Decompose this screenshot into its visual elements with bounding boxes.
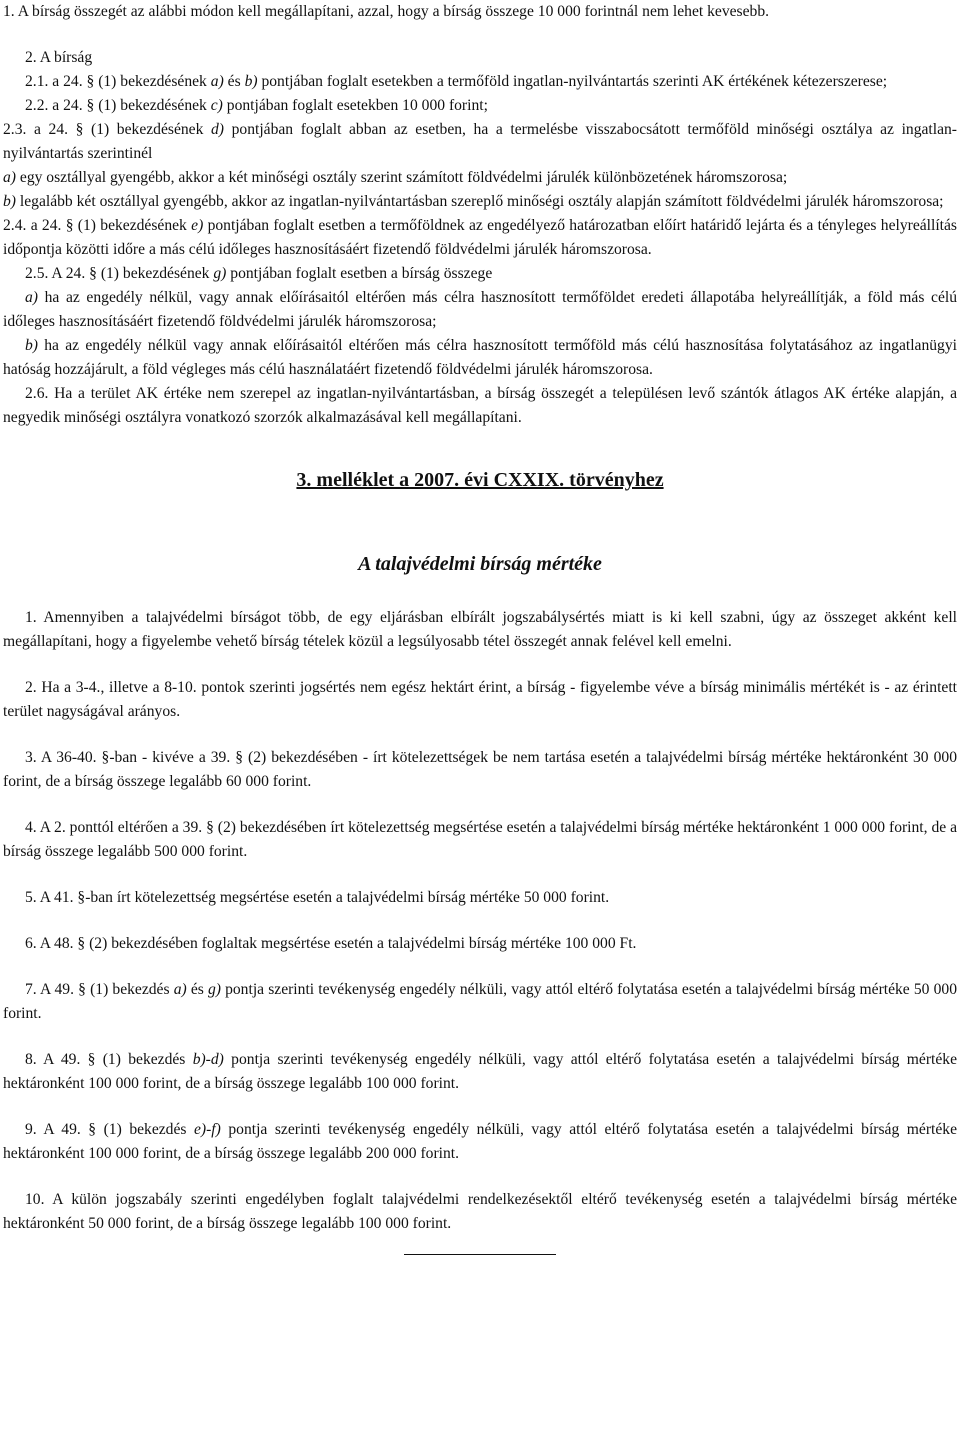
paragraph-2-4	[3, 214, 957, 262]
paragraph-2-3-b	[3, 190, 957, 214]
item-letter: b)	[25, 337, 38, 354]
rate-item-9	[3, 1118, 957, 1166]
text-run: egy osztállyal gyengébb, akkor a két minőségi osztály szerint számított földvédelmi járulék különbözetének háromszorosa;	[16, 169, 788, 186]
text-run: 5. A 41. §-ban írt kötelezettség megsértése esetén a talajvédelmi bírság mértéke 50 000 forint.	[25, 889, 610, 906]
text-run: pontjában foglalt esetben a termőföldnek az engedélyező határozatban előírt határidő lejárta és a tényleges helyreállítás időpontja közötti időre a más célú időleges hasznosításáért fizetendő földvédelmi járulék háromszorosa.	[3, 217, 957, 258]
text-run: 3. A 36-40. §-ban - kivéve a 39. § (2) bekezdésében - írt kötelezettségek be nem tartása esetén a talajvédelmi bírság mértéke hektáronként 30 000 forint, de a bírság összege legalább 60 000 forint.	[3, 749, 957, 790]
rate-item-6	[3, 932, 957, 956]
text-run: 10. A külön jogszabály szerinti engedélyben foglalt talajvédelmi rendelkezésektől eltérő tevékenység esetén a talajvédelmi bírság mértéke hektáronként 50 000 forint, de a bírság összege legalább 100 000 forint.	[3, 1191, 957, 1232]
item-letter: b)-d)	[192, 1051, 224, 1068]
text-run: 8. A 49. § (1) bekezdés	[25, 1051, 193, 1068]
rate-item-7	[3, 978, 957, 1026]
item-letter: b)	[244, 73, 258, 90]
rate-item-3	[3, 746, 957, 794]
text-run: 9. A 49. § (1) bekezdés	[25, 1121, 194, 1138]
text-run: legalább két osztállyal gyengébb, akkor az ingatlan-nyilvántartásban szereplő minőségi osztály alapján számított földvédelmi járulék háromszorosa;	[16, 193, 944, 210]
text-run: pontja szerinti tevékenység engedély nélküli, vagy attól eltérő folytatása esetén a talajvédelmi bírság mértéke hektáronként 100 000 forint, de a bírság összege legalább 200 000 forint.	[3, 1121, 957, 1162]
item-letter: g)	[207, 981, 221, 998]
footnote-rule	[404, 1254, 556, 1255]
paragraph-1	[3, 0, 957, 24]
text-run: 2. A bírság	[25, 49, 93, 66]
text-run: 2.2. a 24. § (1) bekezdésének	[25, 97, 211, 114]
rate-item-2	[3, 676, 957, 724]
text-run: 2. Ha a 3-4., illetve a 8-10. pontok szerinti jogsértés nem egész hektárt érint, a bírság - figyelembe véve a bírság minimális mértékét is - az érintett terület nagyságával arányos.	[3, 679, 957, 720]
text-run: pontjában foglalt esetben a bírság összege	[226, 265, 493, 282]
item-letter: a)	[3, 169, 16, 186]
item-letter: c)	[210, 97, 223, 114]
text-run: és	[223, 73, 245, 90]
item-letter: a)	[25, 289, 38, 306]
rate-item-10	[3, 1188, 957, 1236]
text-run: 2.1. a 24. § (1) bekezdésének	[25, 73, 211, 90]
item-letter: e)	[191, 217, 204, 234]
text-run: 2.5. A 24. § (1) bekezdésének	[25, 265, 214, 282]
paragraph-2-3-a	[3, 166, 957, 190]
text-run: 1. Amennyiben a talajvédelmi bírságot több, de egy eljárásban elbírált jogszabálysértés miatt is ki kell szabni, úgy az összeget akként kell megállapítani, hogy a figyelembe vehető bírság tételek közül a legsúlyosabb tétel összegét annak felével kell emelni.	[3, 609, 957, 650]
paragraph-2-5-a	[3, 286, 957, 334]
paragraph-2-5-b	[3, 334, 957, 382]
text-run: 1. A bírság összegét az alábbi módon kell megállapítani, azzal, hogy a bírság összege 10 000 forintnál nem lehet kevesebb.	[3, 3, 770, 20]
paragraph-2-1	[3, 70, 957, 94]
text-run: 2.6. Ha a terület AK értéke nem szerepel az ingatlan-nyilvántartásban, a bírság összegét a településen levő szántók átlagos AK értéke alapján, a negyedik minőségi osztályra vonatkozó szorzók alkalmazásával kell megállapítani.	[3, 385, 957, 426]
paragraph-2-3	[3, 118, 957, 166]
annex-title: 3. melléklet a 2007. évi CXXIX. törvényhez	[296, 469, 664, 491]
item-letter: a)	[173, 981, 187, 998]
rate-item-1	[3, 606, 957, 654]
annex-subtitle: A talajvédelmi bírság mértéke	[358, 553, 602, 575]
paragraph-2-2	[3, 94, 957, 118]
text-run: és	[186, 981, 208, 998]
rate-item-4	[3, 816, 957, 864]
item-letter: g)	[213, 265, 227, 282]
text-run: ha az engedély nélkül vagy annak előírásaitól eltérően más célra hasznosított termőföld más célú hasznosítása folytatásához az ingatlanügyi hatóság hozzájárult, a föld végleges más célú használatáért fizetendő földvédelmi járulék háromszorosa.	[3, 337, 957, 378]
item-letter: b)	[3, 193, 16, 210]
text-run: pontjában foglalt esetekben a termőföld ingatlan-nyilvántartás szerinti AK értékének kétezerszerese;	[257, 73, 888, 90]
rate-item-5	[3, 886, 957, 910]
item-letter: a)	[210, 73, 224, 90]
paragraph-2-6	[3, 382, 957, 430]
paragraph-2-5	[3, 262, 957, 286]
text-run: pontja szerinti tevékenység engedély nélküli, vagy attól eltérő folytatása esetén a talajvédelmi bírság mértéke hektáronként 100 000 forint, de a bírság összege legalább 100 000 forint.	[3, 1051, 957, 1092]
text-run: 7. A 49. § (1) bekezdés	[25, 981, 174, 998]
text-run: 2.3. a 24. § (1) bekezdésének	[3, 121, 211, 138]
text-run: pontjában foglalt abban az esetben, ha a termelésbe visszabocsátott termőföld minőségi osztálya az ingatlan-nyilvántartás szerintinél	[3, 121, 957, 162]
text-run: ha az engedély nélkül, vagy annak előírásaitól eltérően más célra hasznosított termőföldet eredeti állapotába helyreállítják, a föld más célú időleges hasznosításáért fizetendő földvédelmi járulék háromszorosa;	[3, 289, 957, 330]
text-run: 4. A 2. ponttól eltérően a 39. § (2) bekezdésében írt kötelezettség megsértése esetén a talajvédelmi bírság mértéke hektáronként 1 000 000 forint, de a bírság összege legalább 500 000 forint.	[3, 819, 957, 860]
item-letter: d)	[211, 121, 224, 138]
text-run: 2.4. a 24. § (1) bekezdésének	[3, 217, 192, 234]
paragraph-2	[3, 46, 957, 70]
text-run: pontja szerinti tevékenység engedély nélküli, vagy attól eltérő folytatása esetén a talajvédelmi bírság mértéke 50 000 forint.	[3, 981, 957, 1022]
text-run: 6. A 48. § (2) bekezdésében foglaltak megsértése esetén a talajvédelmi bírság mértéke 100 000 Ft.	[25, 935, 637, 952]
rate-item-8	[3, 1048, 957, 1096]
text-run: pontjában foglalt esetekben 10 000 forint;	[222, 97, 488, 114]
item-letter: e)-f)	[193, 1121, 221, 1138]
